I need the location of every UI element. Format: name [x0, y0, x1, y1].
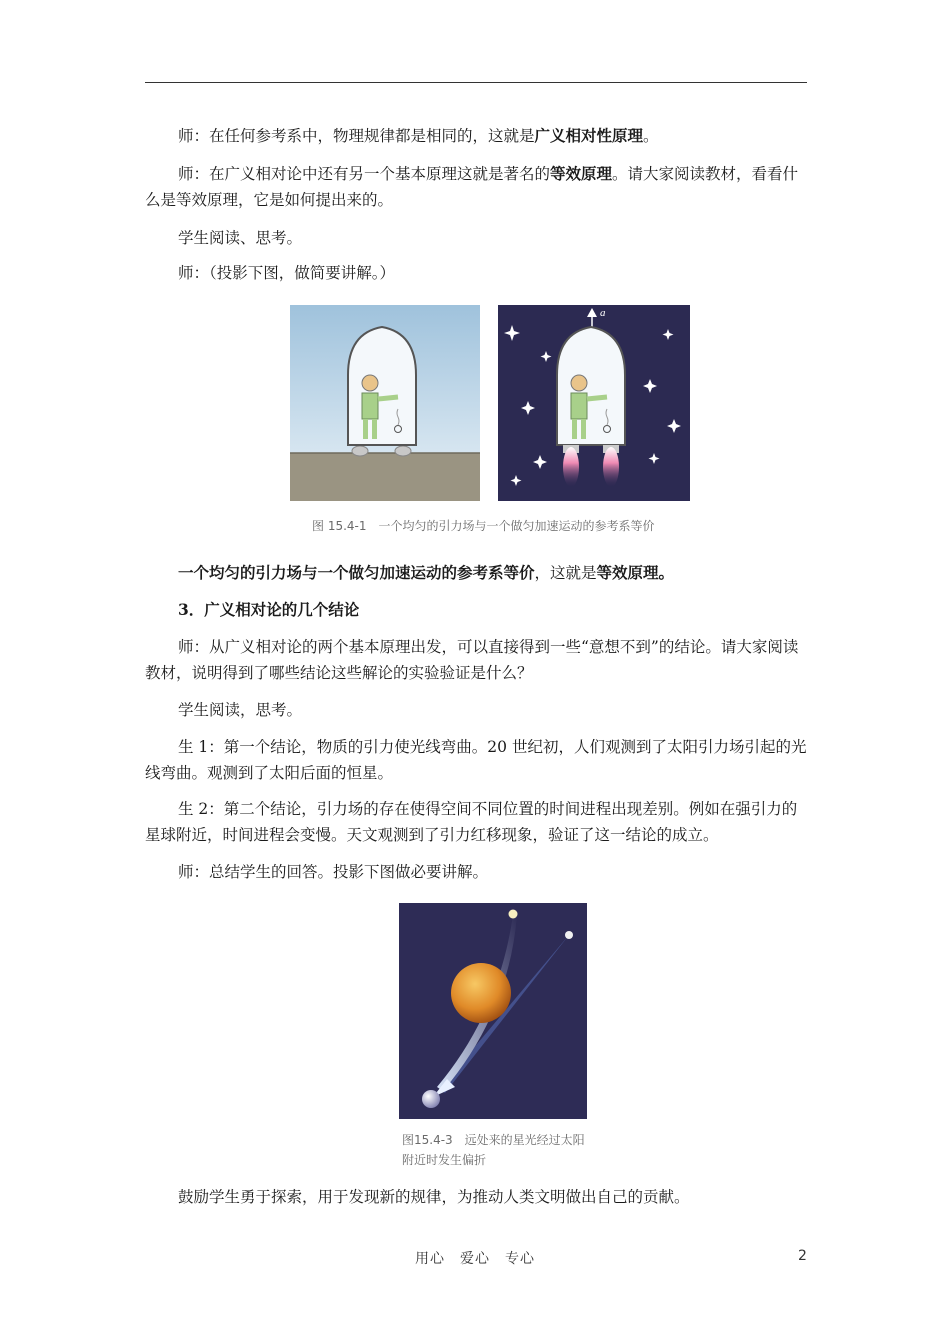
text: 。 [643, 127, 659, 145]
left-panel-gravity [290, 305, 480, 501]
figure1-caption: 图 15.4-1 一个均匀的引力场与一个做匀加速运动的参考系等价 [312, 519, 655, 533]
right-panel-acceleration [498, 305, 690, 501]
paragraph-student1: 生 1：第一个结论，物质的引力使光线弯曲。20 世纪初，人们观测到了太阳引力场引起的光线弯曲。观测到了太阳后面的恒星。 [145, 738, 807, 782]
figure-equivalence [290, 305, 690, 501]
text: ，这就是 [534, 564, 597, 582]
page-footer: 用心 爱心 专心 [415, 1251, 535, 1267]
figure2-caption-line1: 图15.4-3 远处来的星光经过太阳 [402, 1133, 585, 1147]
bold-term: 等效原理。 [596, 563, 675, 582]
header-rule [145, 82, 807, 83]
paragraph-students-read: 学生阅读、思考。 [178, 229, 303, 247]
paragraph-student2: 生 2：第二个结论，引力场的存在使得空间不同位置的时间进程出现差别。例如在强引力的星球附近，时间进程会变慢。天文观测到了引力红移现象，验证了这一结论的成立。 [145, 800, 798, 844]
figure2-caption-line2: 附近时发生偏折 [402, 1153, 487, 1167]
bold-term: 等效原理 [550, 164, 613, 183]
paragraph-teacher-project: 师：（投影下图，做简要讲解。） [178, 264, 396, 282]
paragraph-equivalence-intro [145, 161, 807, 213]
text: 师：在广义相对论中还有另一个基本原理这就是著名的 [178, 165, 551, 183]
figure-light-bending [399, 903, 587, 1119]
bold-term: 广义相对性原理 [534, 126, 644, 145]
text: 。请大家阅读教材，看看什么是等效原理，它是如何提出来的。 [145, 165, 799, 209]
paragraph-relativity-principle [145, 123, 807, 149]
bold-term: 一个均匀的引力场与一个做匀加速运动的参考系等价 [178, 563, 535, 582]
paragraph-encouragement: 鼓励学生勇于探索，用于发现新的规律，为推动人类文明做出自己的贡献。 [178, 1188, 690, 1206]
paragraph-teacher-conclusions: 师：从广义相对论的两个基本原理出发，可以直接得到一些“意想不到”的结论。请大家阅读教材，说明得到了哪些结论这些解论的实验验证是什么？ [145, 638, 799, 682]
paragraph-teacher-summary: 师：总结学生的回答。投影下图做必要讲解。 [178, 863, 489, 881]
text: 师：在任何参考系中，物理规律都是相同的，这就是 [178, 127, 535, 145]
paragraph-equivalence-statement [145, 560, 807, 586]
section-heading-conclusions: 3．广义相对论的几个结论 [178, 600, 360, 619]
acceleration-label: a [600, 307, 606, 319]
page-number: 2 [798, 1248, 807, 1264]
paragraph-students-think: 学生阅读，思考。 [178, 701, 303, 719]
